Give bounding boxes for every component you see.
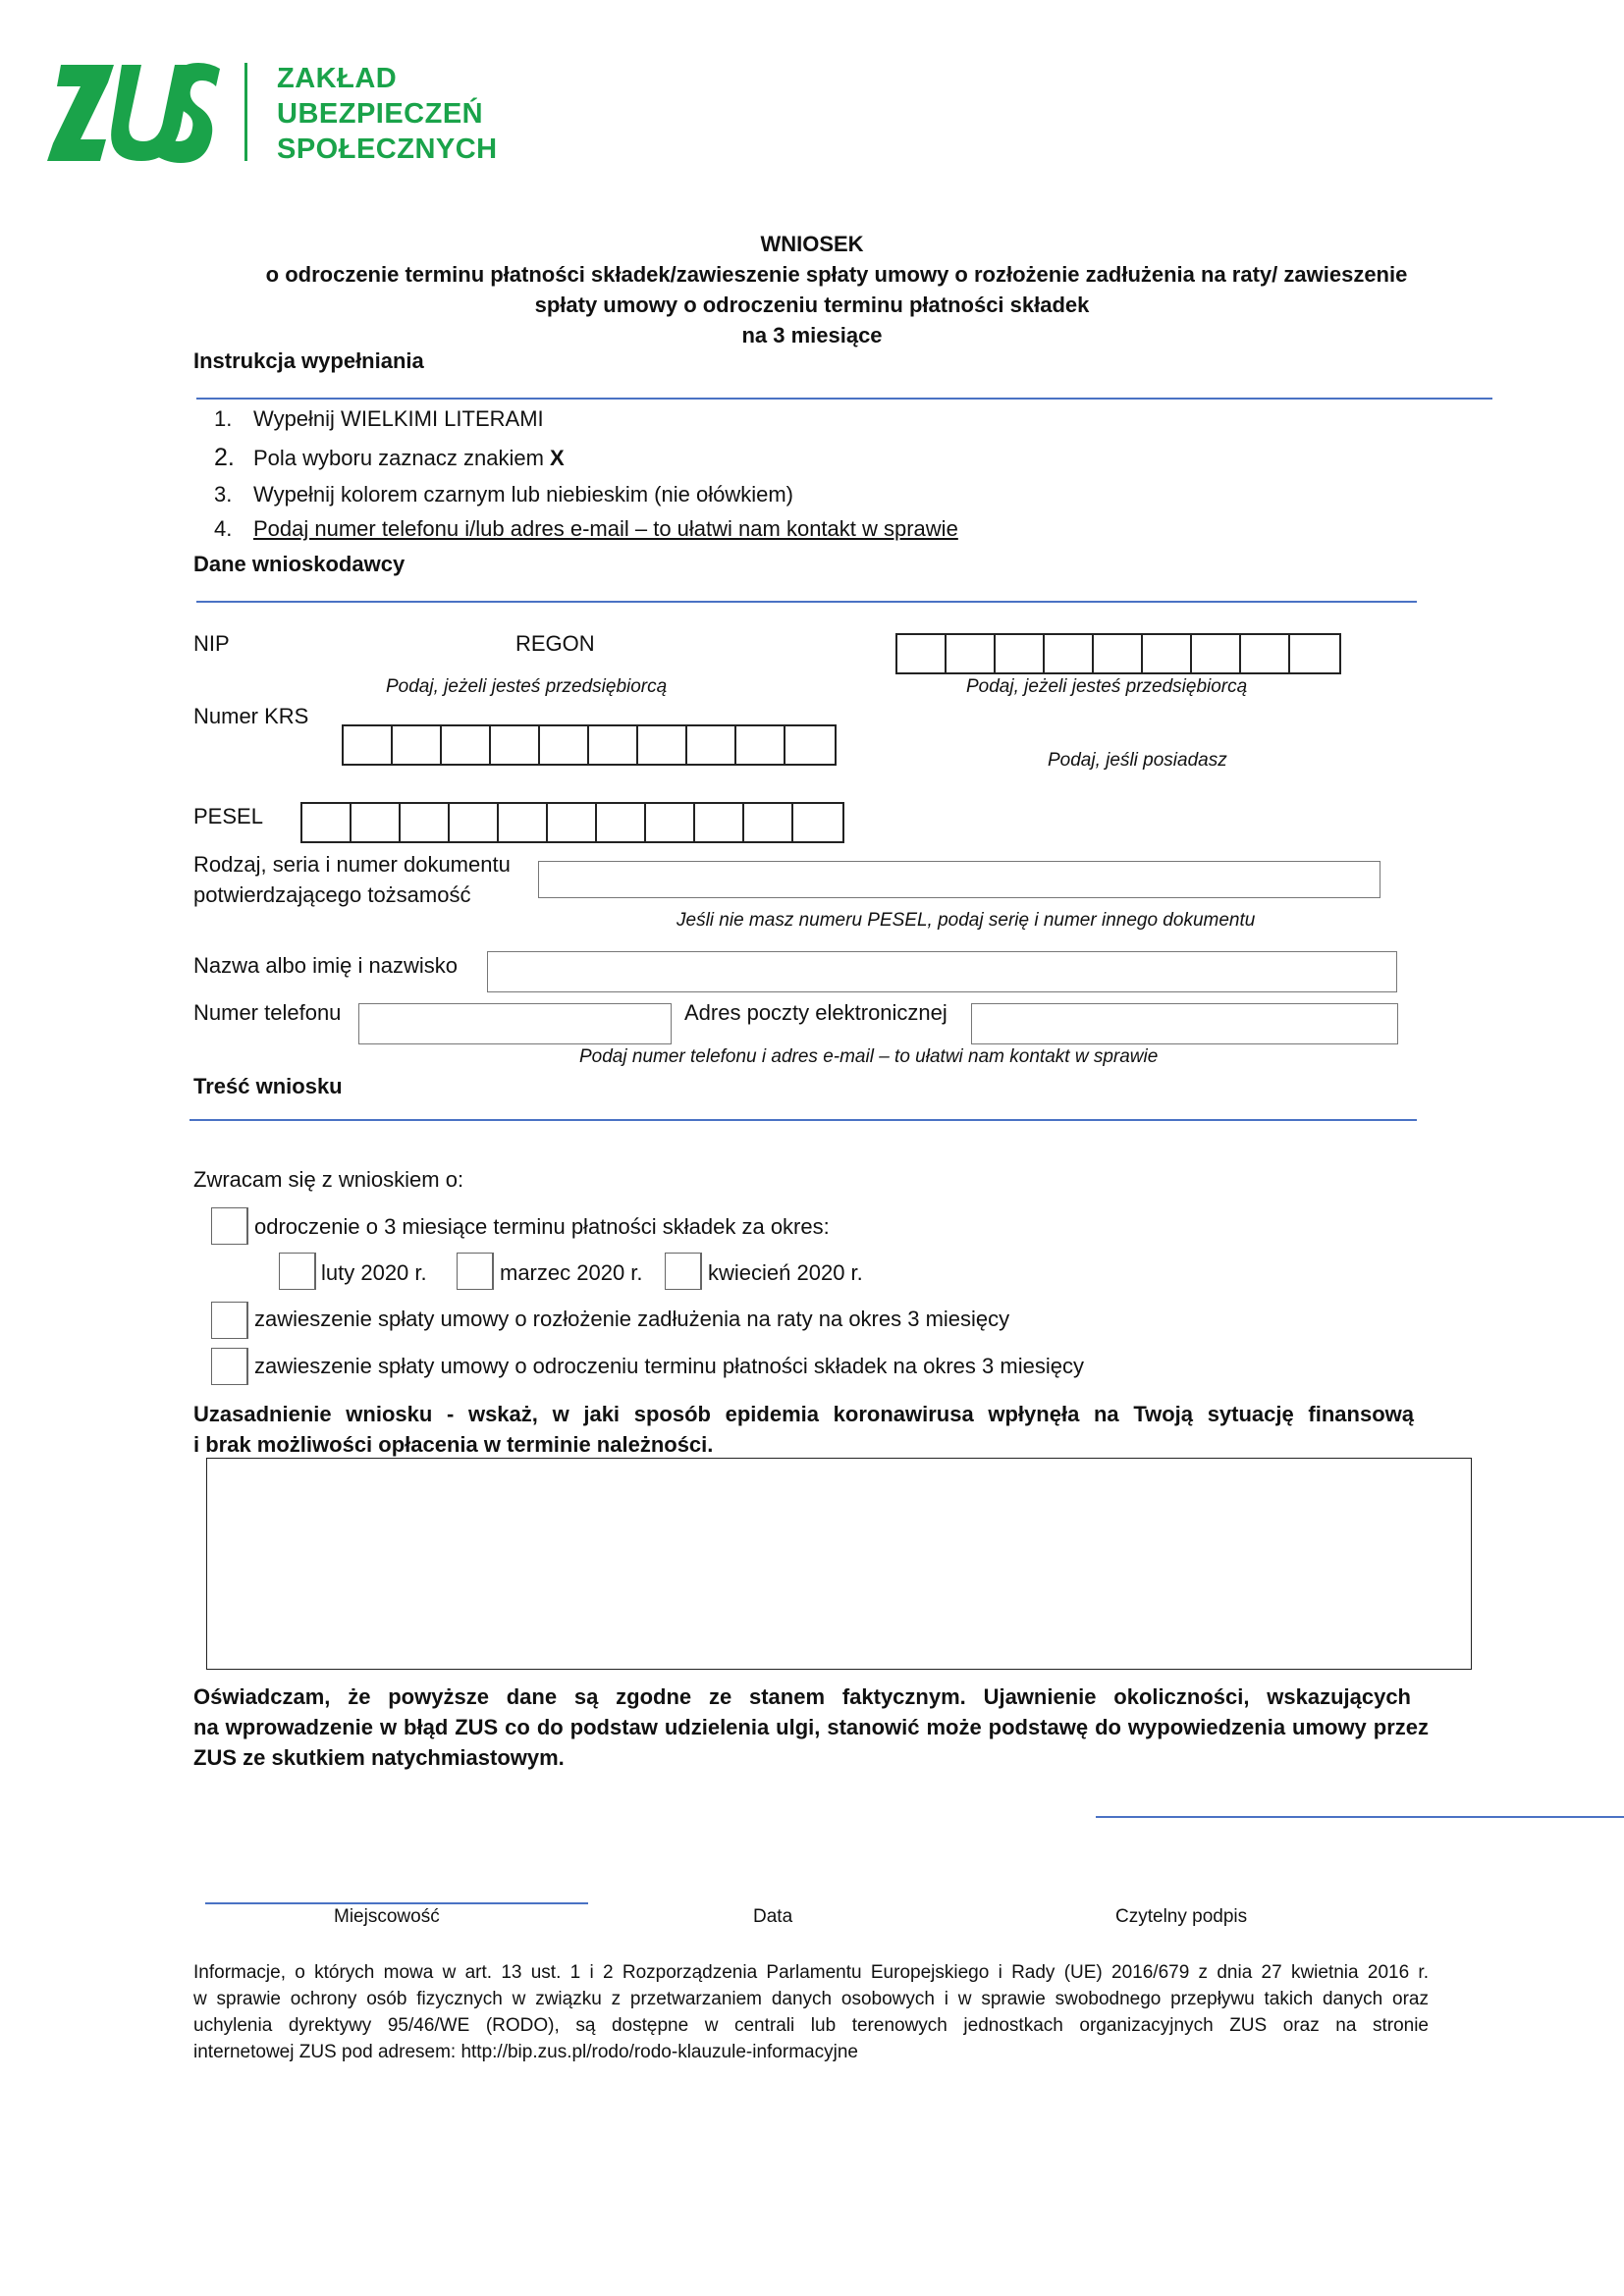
logo-line-3: SPOŁECZNYCH [277,133,498,165]
instruction-item-1: 1. Wypełnij WIELKIMI LITERAMI [214,406,544,431]
phone-input[interactable] [358,1003,672,1044]
title-line-2: spłaty umowy o odroczeniu terminu płatności składek [534,293,1090,317]
document-input[interactable] [538,861,1380,898]
month-apr-checkbox[interactable] [665,1253,702,1290]
x-mark: X [550,446,565,470]
logo-text [277,61,498,167]
request-heading: Treść wniosku [193,1074,343,1098]
logo-line-2: UBEZPIECZEŃ [277,98,484,130]
instruction-item-3: 3. Wypełnij kolorem czarnym lub niebieskim (nie ołówkiem) [214,482,793,507]
regon-label: REGON [515,631,595,656]
doc-hint: Jeśli nie masz numeru PESEL, podaj serię i numer innego dokumentu [677,910,1256,931]
month-mar-checkbox[interactable] [457,1253,494,1290]
month-feb-label: luty 2020 r. [321,1260,427,1285]
regon-hint: Podaj, jeżeli jesteś przedsiębiorcą [966,676,1248,697]
instruction-item-4: 4. Podaj numer telefonu i/lub adres e-mail – to ułatwi nam kontakt w sprawie [214,516,958,541]
month-feb-checkbox[interactable] [279,1253,316,1290]
krs-label: Numer KRS [193,704,309,728]
logo-divider [244,63,247,161]
month-apr-label: kwiecień 2020 r. [708,1260,863,1285]
nip-hint: Podaj, jeżeli jesteś przedsiębiorcą [386,676,668,697]
signature-label: Czytelny podpis [1115,1906,1248,1927]
pesel-input[interactable] [300,802,844,843]
justification-heading: Uzasadnienie wniosku - wskaż, w jaki sposób epidemia koronawirusa wpłynęła na Twoją sytuację finansową i brak możliwości opłacenia w terminie należności. [193,1402,1414,1457]
signature-rule [1096,1816,1624,1818]
title-heading: WNIOSEK [760,232,864,256]
logo-line-1: ZAKŁAD [277,63,398,94]
contact-hint: Podaj numer telefonu i adres e-mail – to ułatwi nam kontakt w sprawie [579,1046,1159,1067]
instruction-item-2: 2. Pola wyboru zaznacz znakiem X [214,444,565,471]
email-label: Adres poczty elektronicznej [684,1000,947,1025]
krs-hint: Podaj, jeśli posiadasz [1048,750,1227,771]
zus-logo [45,61,498,169]
instructions-rule [196,398,1492,400]
regon-input[interactable] [895,633,1341,674]
option-installment-label: zawieszenie spłaty umowy o rozłożenie zadłużenia na raty na okres 3 miesięcy [254,1307,1010,1331]
pesel-label: PESEL [193,804,263,828]
option-suspension-checkbox[interactable] [211,1348,248,1385]
option-suspension-label: zawieszenie spłaty umowy o odroczeniu terminu płatności składek na okres 3 miesięcy [254,1354,1084,1378]
month-mar-label: marzec 2020 r. [500,1260,643,1285]
doc-label: Rodzaj, seria i numer dokumentu potwierdzającego tożsamość [193,852,511,907]
name-input[interactable] [487,951,1397,992]
option-deferral-label: odroczenie o 3 miesiące terminu płatności składek za okres: [254,1214,830,1239]
phone-label: Numer telefonu [193,1000,342,1025]
applicant-rule [196,601,1417,603]
title-line-1: o odroczenie terminu płatności składek/zawieszenie spłaty umowy o rozłożenie zadłużenia na raty/ zawieszenie [265,262,1408,287]
option-deferral-checkbox[interactable] [211,1207,248,1245]
name-label: Nazwa albo imię i nazwisko [193,953,458,978]
title-line-3: na 3 miesiące [741,323,883,347]
applicant-heading: Dane wnioskodawcy [193,552,406,576]
place-label: Miejscowość [334,1906,440,1927]
request-rule [189,1119,1417,1121]
form-title [0,229,1624,350]
request-intro: Zwracam się z wnioskiem o: [193,1167,464,1192]
place-rule [205,1902,588,1904]
date-label: Data [753,1906,793,1927]
justification-textarea[interactable] [206,1458,1472,1670]
krs-input[interactable] [342,724,837,766]
instructions-heading: Instrukcja wypełniania [193,348,424,373]
email-input[interactable] [971,1003,1398,1044]
declaration: Oświadczam, że powyższe dane są zgodne ze stanem faktycznym. Ujawnienie okoliczności, wskazujących na wprowadzenie w błąd ZUS co do podstaw udzielenia ulgi, stanowić może podstawę do wypowiedzenia umowy przez ZUS ze skutkiem natychmiastowym. [193,1684,1429,1770]
zus-logo-mark [45,61,222,165]
nip-label: NIP [193,631,230,656]
rodo-info: Informacje, o których mowa w art. 13 ust. 1 i 2 Rozporządzenia Parlamentu Europejskiego i Rady (UE) 2016/679 z dnia 27 kwietnia 2016 r. w sprawie ochrony osób fizycznych w związku z przetwarzaniem danych osobowych i w sprawie swobodnego przepływu takich danych oraz uchylenia dyrektywy 95/46/WE (RODO), są dostępne w centrali lub terenowych jednostkach organizacyjnych ZUS oraz na stronie internetowej ZUS pod adresem: http://bip.zus.pl/rodo/rodo-klauzule-informacyjne [193,1962,1429,2062]
option-installment-checkbox[interactable] [211,1302,248,1339]
